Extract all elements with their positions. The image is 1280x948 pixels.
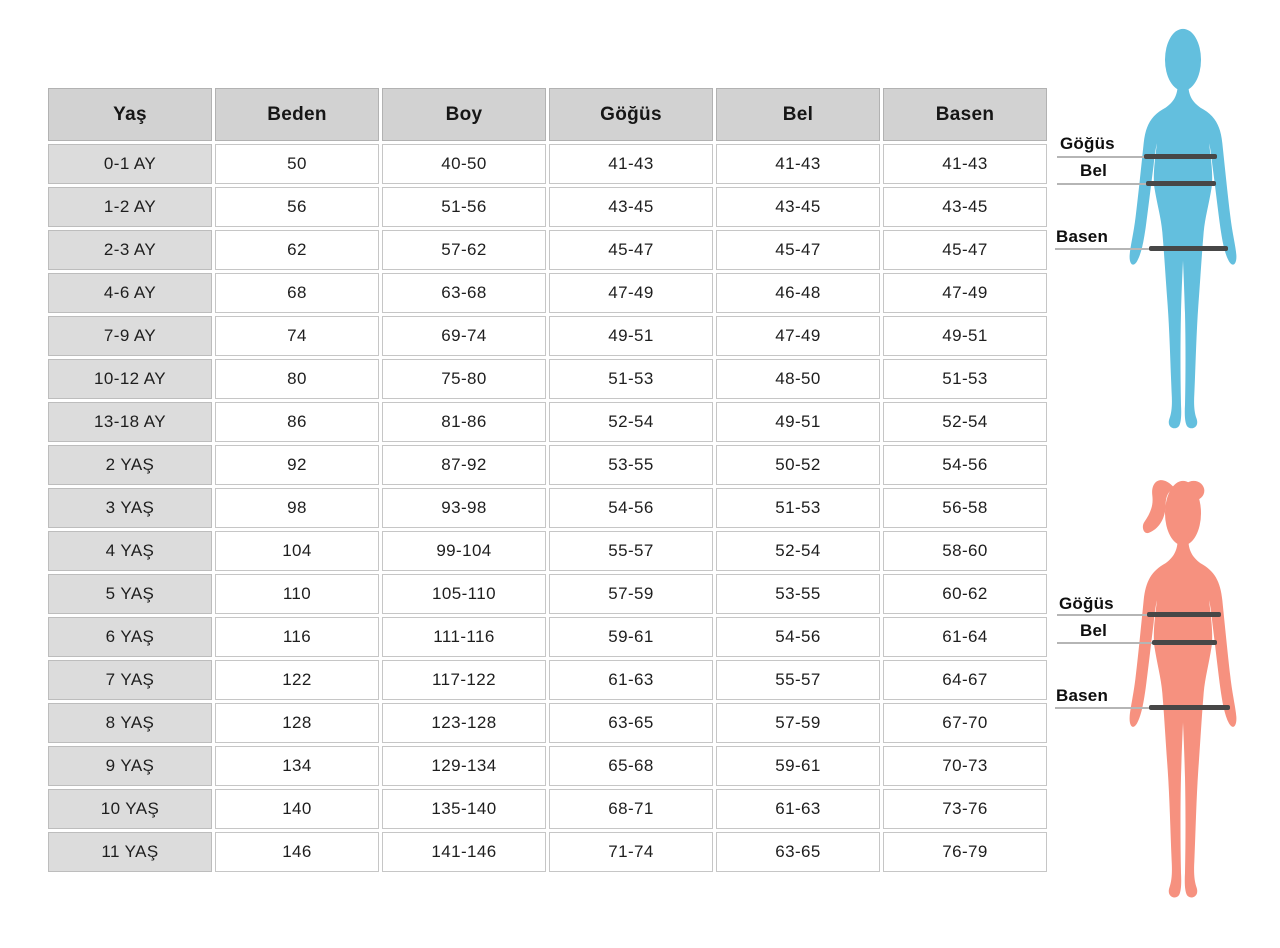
table-cell: 146 — [215, 832, 379, 872]
table-cell: 49-51 — [716, 402, 880, 442]
girl-hip-label: Basen — [1056, 686, 1109, 705]
table-cell: 140 — [215, 789, 379, 829]
table-cell: 63-65 — [716, 832, 880, 872]
boy-waist-line — [1146, 181, 1216, 186]
age-cell: 13-18 AY — [48, 402, 212, 442]
size-table-body — [48, 144, 1047, 872]
age-cell: 10 YAŞ — [48, 789, 212, 829]
table-cell: 56 — [215, 187, 379, 227]
boy-figure-block — [1050, 0, 1280, 470]
table-cell: 43-45 — [549, 187, 713, 227]
age-cell: 2-3 AY — [48, 230, 212, 270]
table-cell: 68-71 — [549, 789, 713, 829]
table-cell: 80 — [215, 359, 379, 399]
table-cell: 99-104 — [382, 531, 546, 571]
table-cell: 49-51 — [883, 316, 1047, 356]
table-cell: 45-47 — [549, 230, 713, 270]
age-cell: 4 YAŞ — [48, 531, 212, 571]
table-cell: 51-53 — [883, 359, 1047, 399]
table-row — [48, 574, 1047, 614]
boy-chest-label: Göğüs — [1060, 134, 1115, 153]
table-cell: 63-68 — [382, 273, 546, 313]
age-cell: 5 YAŞ — [48, 574, 212, 614]
table-cell: 54-56 — [883, 445, 1047, 485]
girl-waist-label: Bel — [1080, 621, 1108, 640]
boy-chest-line-thin — [1057, 156, 1145, 158]
table-cell: 46-48 — [716, 273, 880, 313]
table-cell: 98 — [215, 488, 379, 528]
table-cell: 53-55 — [716, 574, 880, 614]
age-cell: 9 YAŞ — [48, 746, 212, 786]
girl-hip-line — [1149, 705, 1230, 710]
age-cell: 6 YAŞ — [48, 617, 212, 657]
table-row — [48, 316, 1047, 356]
girl-waist-line-thin — [1057, 642, 1153, 644]
table-cell: 52-54 — [883, 402, 1047, 442]
table-cell: 111-116 — [382, 617, 546, 657]
table-cell: 116 — [215, 617, 379, 657]
table-row — [48, 187, 1047, 227]
table-cell: 60-62 — [883, 574, 1047, 614]
table-cell: 41-43 — [716, 144, 880, 184]
age-cell: 7 YAŞ — [48, 660, 212, 700]
boy-silhouette — [1113, 26, 1253, 448]
table-cell: 45-47 — [716, 230, 880, 270]
table-row — [48, 144, 1047, 184]
table-cell: 134 — [215, 746, 379, 786]
table-cell: 58-60 — [883, 531, 1047, 571]
size-chart-table-container — [45, 85, 1050, 875]
table-cell: 43-45 — [716, 187, 880, 227]
girl-figure-block — [1050, 470, 1280, 948]
table-cell: 45-47 — [883, 230, 1047, 270]
table-row — [48, 703, 1047, 743]
table-cell: 61-63 — [716, 789, 880, 829]
table-row — [48, 746, 1047, 786]
girl-waist-line — [1152, 640, 1217, 645]
table-cell: 53-55 — [549, 445, 713, 485]
table-cell: 49-51 — [549, 316, 713, 356]
table-cell: 74 — [215, 316, 379, 356]
table-cell: 129-134 — [382, 746, 546, 786]
table-cell: 43-45 — [883, 187, 1047, 227]
table-cell: 55-57 — [549, 531, 713, 571]
table-cell: 86 — [215, 402, 379, 442]
column-header-4: Bel — [716, 88, 880, 141]
table-cell: 110 — [215, 574, 379, 614]
age-cell: 7-9 AY — [48, 316, 212, 356]
table-cell: 52-54 — [716, 531, 880, 571]
table-cell: 122 — [215, 660, 379, 700]
age-cell: 10-12 AY — [48, 359, 212, 399]
table-cell: 50 — [215, 144, 379, 184]
age-cell: 0-1 AY — [48, 144, 212, 184]
boy-hip-label: Basen — [1056, 227, 1109, 246]
table-cell: 51-56 — [382, 187, 546, 227]
age-cell: 1-2 AY — [48, 187, 212, 227]
age-cell: 8 YAŞ — [48, 703, 212, 743]
table-cell: 48-50 — [716, 359, 880, 399]
table-cell: 92 — [215, 445, 379, 485]
table-cell: 47-49 — [883, 273, 1047, 313]
size-table-head-row — [48, 88, 1047, 141]
table-row — [48, 402, 1047, 442]
age-cell: 2 YAŞ — [48, 445, 212, 485]
table-cell: 105-110 — [382, 574, 546, 614]
table-cell: 135-140 — [382, 789, 546, 829]
table-cell: 59-61 — [549, 617, 713, 657]
table-cell: 128 — [215, 703, 379, 743]
table-cell: 93-98 — [382, 488, 546, 528]
table-row — [48, 789, 1047, 829]
table-row — [48, 832, 1047, 872]
girl-silhouette — [1113, 478, 1253, 918]
table-cell: 41-43 — [549, 144, 713, 184]
table-cell: 57-59 — [716, 703, 880, 743]
size-chart-table — [45, 85, 1050, 875]
age-cell: 11 YAŞ — [48, 832, 212, 872]
boy-waist-line-thin — [1057, 183, 1147, 185]
girl-chest-label: Göğüs — [1059, 594, 1114, 613]
table-cell: 69-74 — [382, 316, 546, 356]
table-cell: 70-73 — [883, 746, 1047, 786]
table-cell: 51-53 — [716, 488, 880, 528]
table-cell: 50-52 — [716, 445, 880, 485]
table-cell: 87-92 — [382, 445, 546, 485]
column-header-5: Basen — [883, 88, 1047, 141]
table-cell: 75-80 — [382, 359, 546, 399]
table-cell: 41-43 — [883, 144, 1047, 184]
table-cell: 61-64 — [883, 617, 1047, 657]
column-header-3: Göğüs — [549, 88, 713, 141]
age-cell: 4-6 AY — [48, 273, 212, 313]
boy-hip-line-thin — [1055, 248, 1150, 250]
table-cell: 57-62 — [382, 230, 546, 270]
table-row — [48, 445, 1047, 485]
table-cell: 141-146 — [382, 832, 546, 872]
table-cell: 62 — [215, 230, 379, 270]
column-header-0: Yaş — [48, 88, 212, 141]
age-cell: 3 YAŞ — [48, 488, 212, 528]
table-row — [48, 617, 1047, 657]
table-cell: 59-61 — [716, 746, 880, 786]
girl-hip-line-thin — [1055, 707, 1150, 709]
table-cell: 57-59 — [549, 574, 713, 614]
table-cell: 68 — [215, 273, 379, 313]
girl-chest-line-thin — [1057, 614, 1148, 616]
table-cell: 117-122 — [382, 660, 546, 700]
table-cell: 81-86 — [382, 402, 546, 442]
table-cell: 123-128 — [382, 703, 546, 743]
girl-chest-line — [1147, 612, 1221, 617]
boy-hip-line — [1149, 246, 1228, 251]
table-row — [48, 488, 1047, 528]
table-cell: 54-56 — [716, 617, 880, 657]
table-cell: 56-58 — [883, 488, 1047, 528]
table-row — [48, 230, 1047, 270]
table-cell: 47-49 — [716, 316, 880, 356]
table-row — [48, 531, 1047, 571]
table-cell: 64-67 — [883, 660, 1047, 700]
table-cell: 52-54 — [549, 402, 713, 442]
table-cell: 55-57 — [716, 660, 880, 700]
column-header-2: Boy — [382, 88, 546, 141]
table-cell: 67-70 — [883, 703, 1047, 743]
table-cell: 65-68 — [549, 746, 713, 786]
table-cell: 63-65 — [549, 703, 713, 743]
boy-waist-label: Bel — [1080, 161, 1108, 180]
boy-chest-line — [1144, 154, 1217, 159]
table-row — [48, 273, 1047, 313]
table-cell: 54-56 — [549, 488, 713, 528]
table-cell: 76-79 — [883, 832, 1047, 872]
table-row — [48, 359, 1047, 399]
table-cell: 61-63 — [549, 660, 713, 700]
table-row — [48, 660, 1047, 700]
table-cell: 51-53 — [549, 359, 713, 399]
table-cell: 71-74 — [549, 832, 713, 872]
table-cell: 104 — [215, 531, 379, 571]
column-header-1: Beden — [215, 88, 379, 141]
table-cell: 40-50 — [382, 144, 546, 184]
table-cell: 73-76 — [883, 789, 1047, 829]
table-cell: 47-49 — [549, 273, 713, 313]
